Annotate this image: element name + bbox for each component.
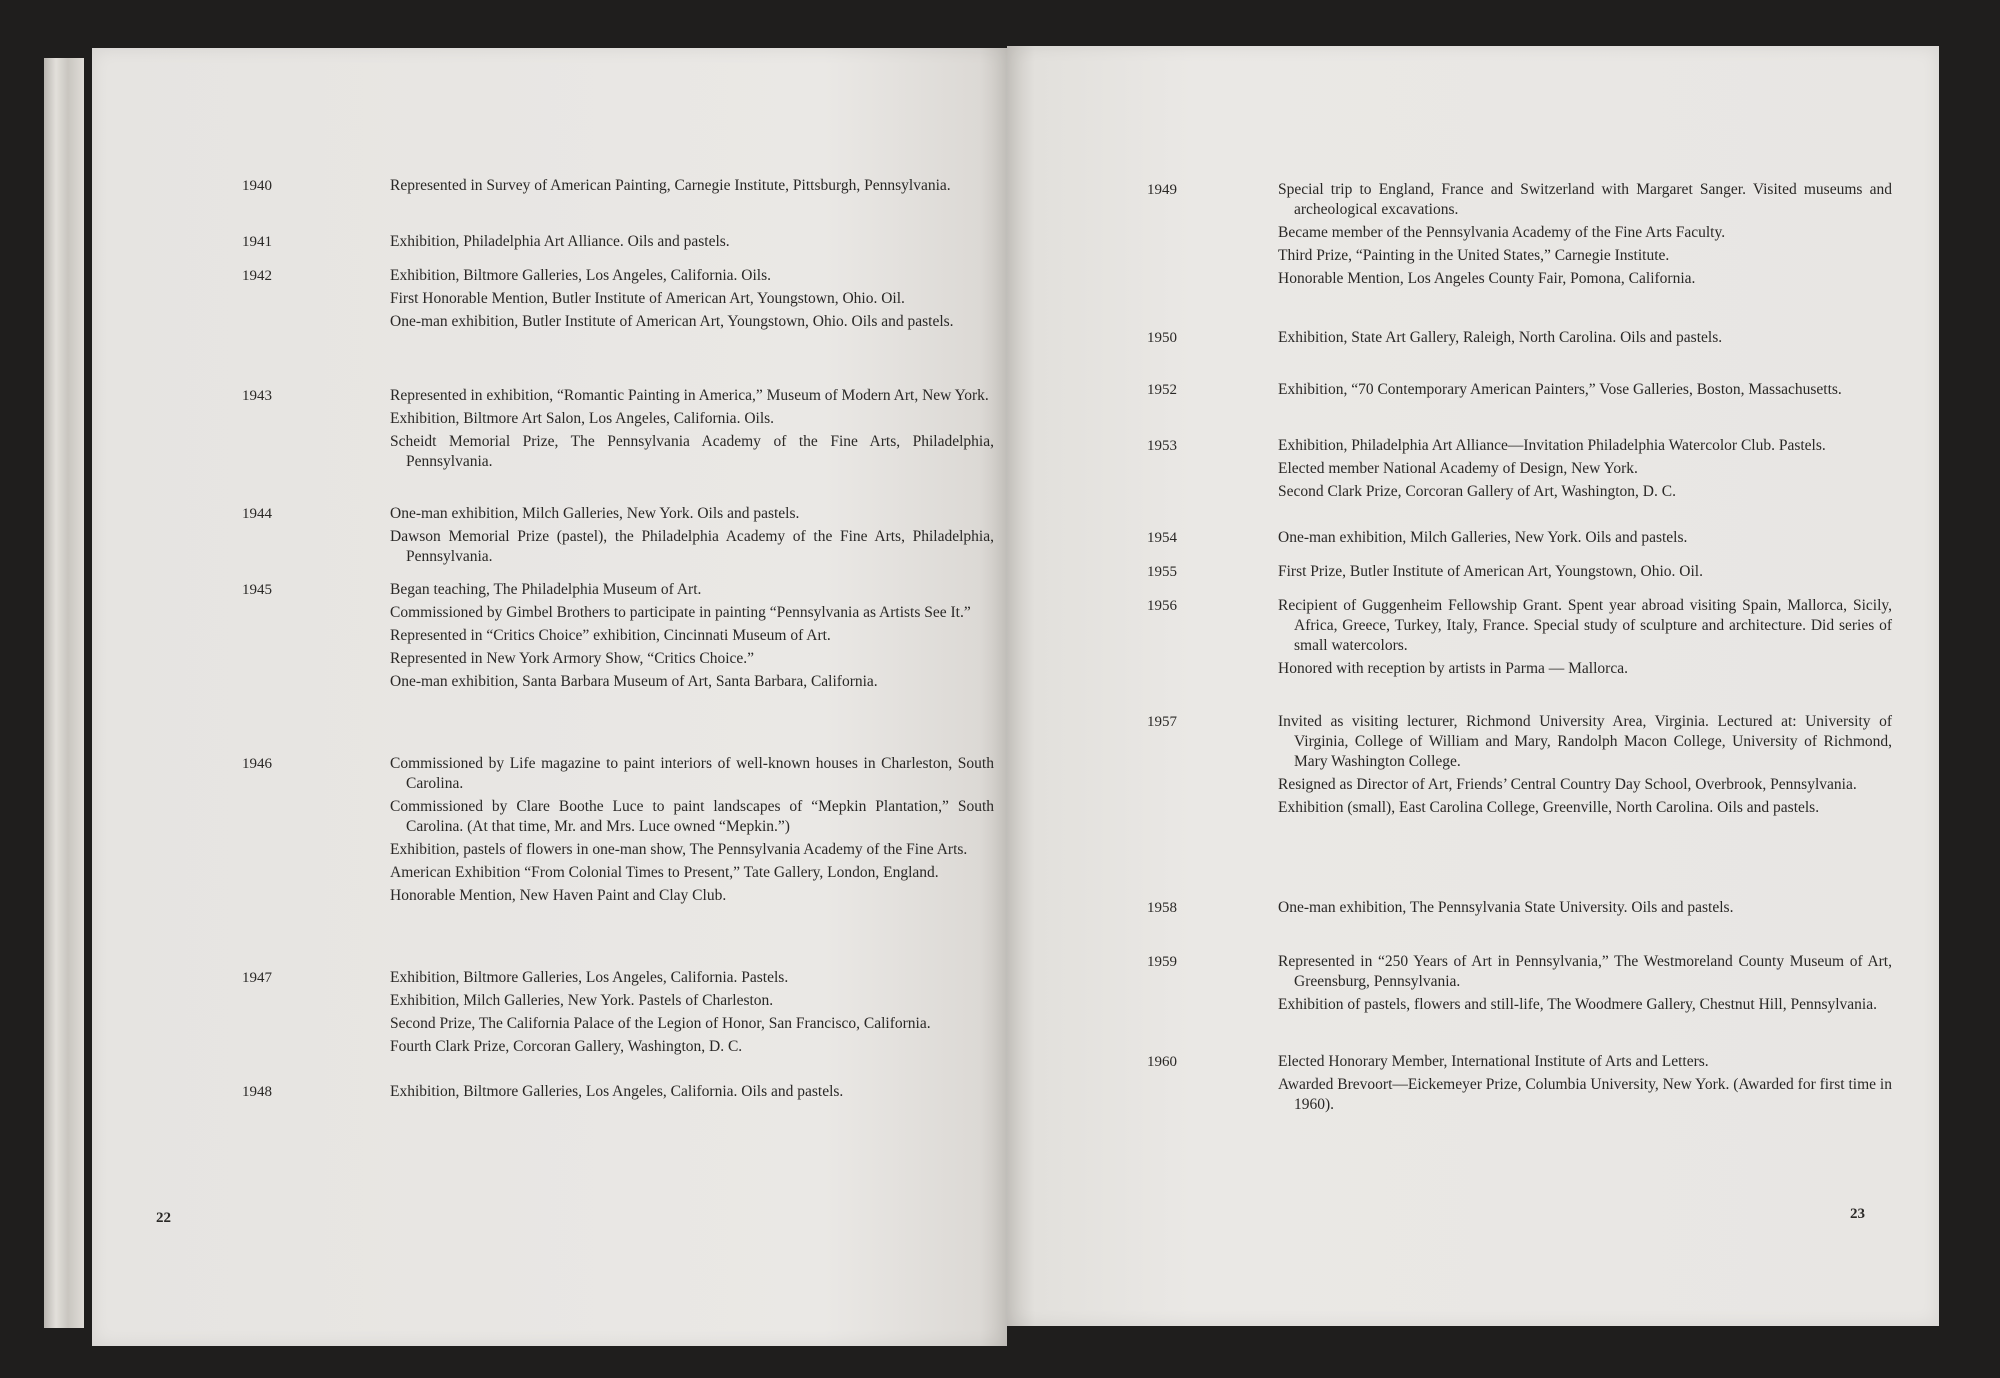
entry-item: One-man exhibition, Butler Institute of American Art, Youngstown, Ohio. Oils and pastels.	[390, 313, 954, 330]
entry-item: Began teaching, The Philadelphia Museum of Art.	[390, 581, 702, 598]
entry-item: Represented in “250 Years of Art in Pennsylvania,” The Westmoreland County Museum of Art, Greensburg, Pennsylvania.	[1278, 953, 1892, 990]
page-edge-stack	[44, 58, 84, 1328]
entry-year: 1953	[1147, 438, 1177, 454]
entry-item: One-man exhibition, Milch Galleries, New York. Oils and pastels.	[390, 505, 800, 522]
entry-item: Fourth Clark Prize, Corcoran Gallery, Washington, D. C.	[390, 1038, 743, 1055]
entry-item: Awarded Brevoort—Eickemeyer Prize, Columbia University, New York. (Awarded for first time in 1960).	[1278, 1076, 1892, 1113]
entry-year: 1952	[1147, 382, 1177, 398]
entry-items	[1278, 952, 1892, 1018]
entry-item: Elected member National Academy of Design, New York.	[1278, 460, 1638, 477]
entry-item: Represented in Survey of American Painting, Carnegie Institute, Pittsburgh, Pennsylvania.	[390, 177, 951, 194]
entry-item: Second Clark Prize, Corcoran Gallery of Art, Washington, D. C.	[1278, 483, 1676, 500]
entry-item: Third Prize, “Painting in the United States,” Carnegie Institute.	[1278, 247, 1670, 264]
entry-items	[1278, 328, 1892, 351]
entry-item: Scheidt Memorial Prize, The Pennsylvania Academy of the Fine Arts, Philadelphia, Pennsylvania.	[390, 433, 994, 470]
entry-item: One-man exhibition, The Pennsylvania State University. Oils and pastels.	[1278, 899, 1734, 916]
entry-item: Commissioned by Life magazine to paint interiors of well-known houses in Charleston, South Carolina.	[390, 755, 994, 792]
entry-item: Represented in exhibition, “Romantic Painting in America,” Museum of Modern Art, New York.	[390, 387, 989, 404]
entry-item: Exhibition, Biltmore Art Salon, Los Angeles, California. Oils.	[390, 410, 775, 427]
entry-year: 1956	[1147, 598, 1177, 614]
entry-item: Represented in New York Armory Show, “Critics Choice.”	[390, 650, 755, 667]
entry-year: 1941	[242, 234, 272, 250]
entry-items	[1278, 596, 1892, 682]
entry-year: 1960	[1147, 1054, 1177, 1070]
entry-year: 1959	[1147, 954, 1177, 970]
entry-item: Exhibition of pastels, flowers and still-life, The Woodmere Gallery, Chestnut Hill, Pennsylvania.	[1278, 996, 1877, 1013]
entry-item: Exhibition, State Art Gallery, Raleigh, North Carolina. Oils and pastels.	[1278, 329, 1723, 346]
entry-item: Exhibition, Philadelphia Art Alliance. Oils and pastels.	[390, 233, 730, 250]
entry-item: Exhibition, Biltmore Galleries, Los Angeles, California. Oils.	[390, 267, 771, 284]
entry-items	[390, 754, 994, 909]
entry-item: Dawson Memorial Prize (pastel), the Philadelphia Academy of the Fine Arts, Philadelphia, Pennsylvania.	[390, 528, 994, 565]
entry-item: Exhibition, “70 Contemporary American Painters,” Vose Galleries, Boston, Massachusetts.	[1278, 381, 1842, 398]
entry-item: Represented in “Critics Choice” exhibition, Cincinnati Museum of Art.	[390, 627, 831, 644]
entry-item: Exhibition, pastels of flowers in one-man show, The Pennsylvania Academy of the Fine Arts.	[390, 841, 968, 858]
entry-items	[1278, 1052, 1892, 1118]
entry-item: Exhibition, Biltmore Galleries, Los Angeles, California. Oils and pastels.	[390, 1083, 844, 1100]
entry-item: Exhibition, Philadelphia Art Alliance—Invitation Philadelphia Watercolor Club. Pastels.	[1278, 437, 1826, 454]
entry-year: 1947	[242, 970, 272, 986]
entry-year: 1950	[1147, 330, 1177, 346]
entry-year: 1955	[1147, 564, 1177, 580]
entry-year: 1942	[242, 268, 272, 284]
entry-item: Honored with reception by artists in Parma — Mallorca.	[1278, 660, 1628, 677]
entry-items	[1278, 180, 1892, 292]
entry-items	[390, 968, 994, 1060]
entry-year: 1957	[1147, 714, 1177, 730]
entry-items	[390, 386, 994, 475]
entry-items	[1278, 528, 1892, 551]
page-number: 23	[1850, 1206, 1865, 1222]
entry-year: 1944	[242, 506, 272, 522]
left-page	[92, 48, 1007, 1346]
entry-item: Commissioned by Clare Boothe Luce to paint landscapes of “Mepkin Plantation,” South Carolina. (At that time, Mr. and Mrs. Luce owned “Mepkin.”)	[390, 798, 994, 835]
entry-item: Invited as visiting lecturer, Richmond University Area, Virginia. Lectured at: University of Virginia, College of William and Mary, Randolph Macon College, University of Richmond, Mary Washington College.	[1278, 713, 1892, 770]
entry-item: Commissioned by Gimbel Brothers to participate in painting “Pennsylvania as Artists See It.”	[390, 604, 971, 621]
entry-item: Elected Honorary Member, International Institute of Arts and Letters.	[1278, 1053, 1709, 1070]
entry-item: American Exhibition “From Colonial Times to Present,” Tate Gallery, London, England.	[390, 864, 939, 881]
entry-items	[1278, 380, 1892, 403]
entry-item: Recipient of Guggenheim Fellowship Grant. Spent year abroad visiting Spain, Mallorca, Sicily, Africa, Greece, Turkey, Italy, France. Special study of sculpture and architecture. Did series of small watercolors.	[1278, 597, 1892, 654]
entry-year: 1943	[242, 388, 272, 404]
page-number: 22	[156, 1210, 171, 1226]
entry-items	[1278, 898, 1892, 921]
entry-item: Special trip to England, France and Switzerland with Margaret Sanger. Visited museums and archeological excavations.	[1278, 181, 1892, 218]
entry-year: 1945	[242, 582, 272, 598]
entry-item: Exhibition (small), East Carolina College, Greenville, North Carolina. Oils and pastels.	[1278, 799, 1820, 816]
entry-items	[1278, 436, 1892, 505]
entry-item: Honorable Mention, Los Angeles County Fair, Pomona, California.	[1278, 270, 1696, 287]
entry-items	[390, 1082, 994, 1105]
entry-items	[390, 504, 994, 570]
entry-items	[1278, 562, 1892, 585]
entry-items	[390, 580, 994, 695]
entry-year: 1948	[242, 1084, 272, 1100]
entry-item: Exhibition, Milch Galleries, New York. Pastels of Charleston.	[390, 992, 774, 1009]
entry-item: One-man exhibition, Santa Barbara Museum of Art, Santa Barbara, California.	[390, 673, 878, 690]
entry-year: 1949	[1147, 182, 1177, 198]
entry-item: One-man exhibition, Milch Galleries, New York. Oils and pastels.	[1278, 529, 1688, 546]
right-page	[1007, 46, 1939, 1326]
entry-year: 1954	[1147, 530, 1177, 546]
entry-year: 1946	[242, 756, 272, 772]
entry-items	[390, 176, 994, 199]
entry-item: First Honorable Mention, Butler Institute of American Art, Youngstown, Ohio. Oil.	[390, 290, 905, 307]
entry-item: Exhibition, Biltmore Galleries, Los Angeles, California. Pastels.	[390, 969, 789, 986]
entry-item: Honorable Mention, New Haven Paint and Clay Club.	[390, 887, 727, 904]
entry-year: 1958	[1147, 900, 1177, 916]
entry-year: 1940	[242, 178, 272, 194]
entry-items	[390, 232, 994, 255]
entry-items	[1278, 712, 1892, 821]
entry-items	[390, 266, 994, 335]
entry-item: First Prize, Butler Institute of American Art, Youngstown, Ohio. Oil.	[1278, 563, 1703, 580]
entry-item: Became member of the Pennsylvania Academy of the Fine Arts Faculty.	[1278, 224, 1726, 241]
entry-item: Second Prize, The California Palace of the Legion of Honor, San Francisco, California.	[390, 1015, 931, 1032]
entry-item: Resigned as Director of Art, Friends’ Central Country Day School, Overbrook, Pennsylvania.	[1278, 776, 1857, 793]
